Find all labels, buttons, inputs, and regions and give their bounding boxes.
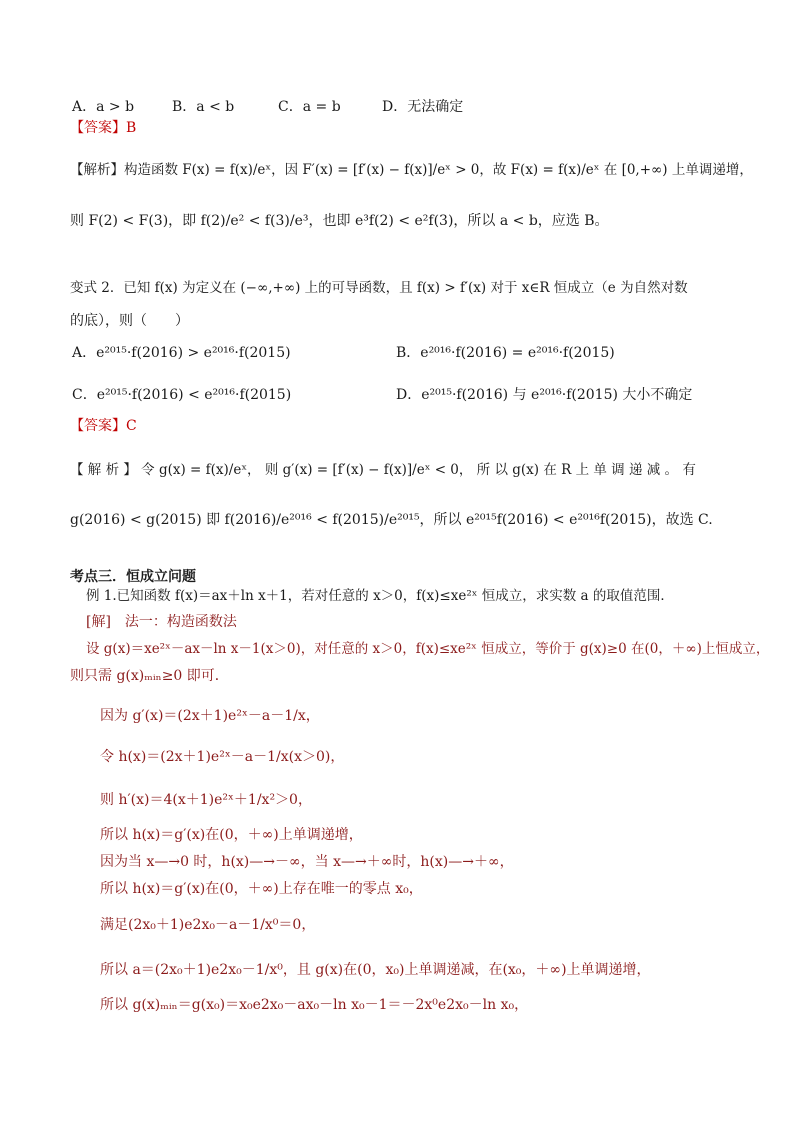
q1-answer: 【答案】B [70, 120, 137, 136]
solution-line: 所以 g(x)ₘᵢₙ＝g(x₀)＝x₀e2x₀－ax₀－ln x₀－1＝－2x⁰e2x₀－ln x₀， [100, 997, 529, 1013]
solution-line: 则 h′(x)＝4(x＋1)e²ˣ＋1/x²＞0， [100, 792, 312, 808]
example-statement: 例 1.已知函数 f(x)＝ax＋ln x＋1，若对任意的 x＞0，f(x)≤xe²ˣ 恒成立，求实数 a 的取值范围． [86, 588, 674, 604]
q2-stem-line1: 变式 2．已知 f(x) 为定义在 (−∞,+∞) 上的可导函数，且 f(x) > f′(x) 对于 x∈R 恒成立（e 为自然对数 [70, 280, 688, 296]
solution-line: 设 g(x)＝xe²ˣ－ax－ln x－1(x＞0)，对任意的 x＞0，f(x)≤xe²ˣ 恒成立，等价于 g(x)≥0 在(0，＋∞)上恒成立， [86, 641, 770, 657]
q1-analysis-line2: 则 F(2) < F(3)，即 f(2)/e² < f(3)/e³，也即 e³f(2) < e²f(3)，所以 a < b，应选 B。 [70, 213, 609, 229]
solution-line: 所以 h(x)＝g′(x)在(0，＋∞)上单调递增， [100, 827, 363, 843]
solution-method: [解] 法一：构造函数法 [86, 614, 237, 630]
solution-line: 令 h(x)＝(2x＋1)e²ˣ－a－1/x(x＞0)， [100, 749, 345, 765]
q1-option-c: C．a = b [278, 99, 341, 115]
solution-line: 满足(2x₀＋1)e2x₀－a－1/x⁰＝0， [100, 917, 316, 933]
q2-stem-line2: 的底），则（ ） [70, 313, 189, 329]
solution-line: 因为当 x—→0 时，h(x)—→－∞，当 x—→＋∞时，h(x)—→＋∞， [100, 854, 514, 870]
section-heading: 考点三．恒成立问题 [70, 569, 196, 585]
q2-answer: 【答案】C [70, 418, 137, 434]
solution-line: 所以 a＝(2x₀＋1)e2x₀－1/x⁰，且 g(x)在(0，x₀)上单调递减，在(x₀，＋∞)上单调递增， [100, 962, 651, 978]
q2-option-c: C．e²⁰¹⁵·f(2016) < e²⁰¹⁶·f(2015) [72, 387, 292, 403]
solution-line: 则只需 g(x)ₘᵢₙ≥0 即可． [70, 668, 229, 684]
q1-option-a: A．a > b [72, 99, 135, 115]
q2-option-b: B．e²⁰¹⁶·f(2016) = e²⁰¹⁶·f(2015) [396, 345, 615, 361]
q2-option-d: D．e²⁰¹⁵·f(2016) 与 e²⁰¹⁶·f(2015) 大小不确定 [396, 387, 693, 403]
q1-option-b: B．a < b [172, 99, 235, 115]
q1-analysis-line1: 【解析】构造函数 F(x) = f(x)/eˣ，因 F′(x) = [f′(x) − f(x)]/eˣ > 0，故 F(x) = f(x)/eˣ 在 [0,+∞) 上单调递增， [70, 162, 753, 178]
solution-line: 所以 h(x)＝g′(x)在(0，＋∞)上存在唯一的零点 x₀， [100, 881, 423, 897]
q2-analysis-line2: g(2016) < g(2015) 即 f(2016)/e²⁰¹⁶ < f(2015)/e²⁰¹⁵，所以 e²⁰¹⁵f(2016) < e²⁰¹⁶f(2015)，故选 C. [70, 512, 713, 528]
q1-option-d: D．无法确定 [382, 99, 464, 115]
q2-option-a: A．e²⁰¹⁵·f(2016) > e²⁰¹⁶·f(2015) [72, 345, 291, 361]
q2-analysis-line1: 【 解 析 】 令 g(x) = f(x)/eˣ， 则 g′(x) = [f′(x) − f(x)]/eˣ < 0， 所 以 g(x) 在 R 上 单 调 递 减 。 有 [70, 462, 696, 478]
solution-line: 因为 g′(x)＝(2x＋1)e²ˣ－a－1/x， [100, 708, 320, 724]
